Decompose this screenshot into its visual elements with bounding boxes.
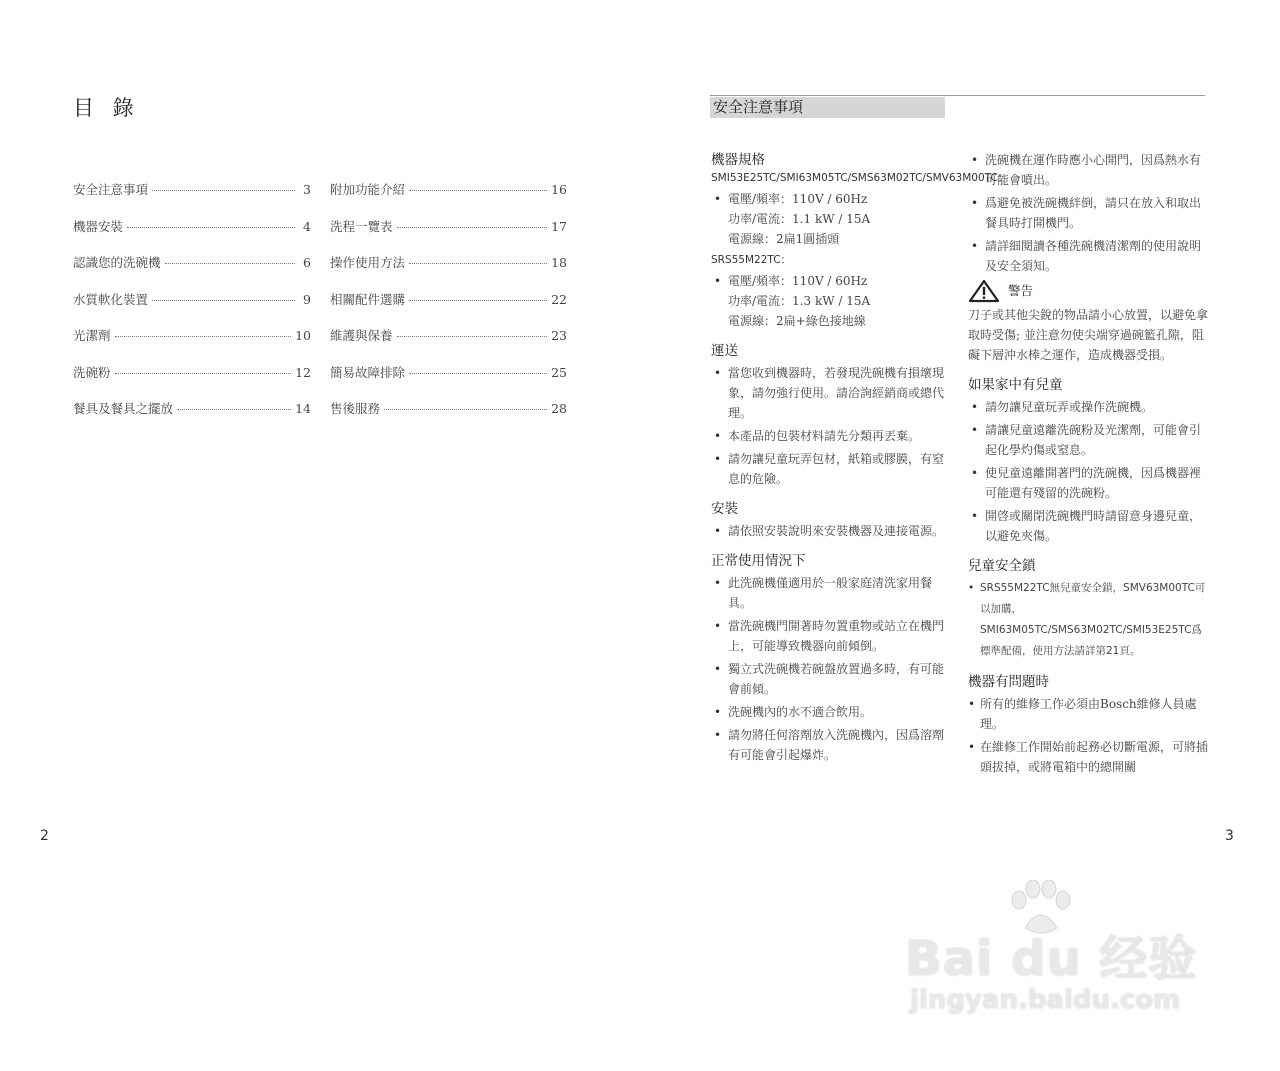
list-item: • 請讓兒童遠離洗碗粉及光潔劑，可能會引起化學灼傷或窒息。 xyxy=(968,420,1208,460)
spec-a-list xyxy=(711,189,951,249)
list-item: • 請勿讓兒童玩弄包材，紙箱或膠膜，有窒息的危險。 xyxy=(711,449,951,489)
list-item: • 洗碗機內的水不適合飲用。 xyxy=(711,702,951,722)
toc-page: 17 xyxy=(551,218,567,234)
header-rule xyxy=(710,95,1205,96)
toc-entry[interactable] xyxy=(73,399,311,436)
toc-label: 光潔劑 xyxy=(73,328,111,343)
toc-entry[interactable] xyxy=(330,399,567,436)
toc-page: 12 xyxy=(295,364,311,380)
specs-heading: 機器規格 xyxy=(711,152,765,168)
toc-page: 3 xyxy=(303,182,311,197)
child-lock-heading: 兒童安全鎖 xyxy=(968,558,1036,574)
list-item: • 請勿讓兒童玩弄或操作洗碗機。 xyxy=(968,397,1208,417)
list-item: • 請詳細閱讀各種洗碗機清潔劑的使用說明及安全須知。 xyxy=(968,236,1208,276)
list-item: • 所有的維修工作必須由Bosch維修人員處理。 xyxy=(968,694,1208,734)
problems-list xyxy=(968,694,1208,777)
toc-entry[interactable] xyxy=(330,180,567,217)
toc-label: 餐具及餐具之擺放 xyxy=(73,401,174,416)
page-number-left: 2 xyxy=(40,828,49,844)
toc-title: 目 錄 xyxy=(73,96,140,120)
toc-label: 機器安裝 xyxy=(73,218,124,234)
normal-use-heading: 正常使用情況下 xyxy=(711,553,806,569)
watermark-url: jingyan.baidu.com xyxy=(910,985,1181,1015)
toc-entry[interactable] xyxy=(330,326,567,363)
toc-column-left xyxy=(73,180,311,436)
toc-page: 22 xyxy=(551,291,567,307)
list-item: • 請勿將任何溶劑放入洗碗機內，因爲溶劑有可能會引起爆炸。 xyxy=(711,725,951,765)
problems-heading: 機器有問題時 xyxy=(968,674,1049,690)
toc-leader xyxy=(127,227,295,228)
toc-label: 洗程一覽表 xyxy=(330,218,393,234)
toc-leader xyxy=(397,336,548,337)
toc-leader xyxy=(409,263,547,264)
toc-entry[interactable] xyxy=(73,326,311,363)
toc-leader xyxy=(409,190,547,191)
spec-a-item xyxy=(711,189,951,249)
transport-heading: 運送 xyxy=(711,343,738,359)
toc-label: 水質軟化裝置 xyxy=(73,291,149,307)
toc-page: 23 xyxy=(551,328,567,343)
toc-leader xyxy=(115,373,292,374)
spec-line: • 電壓/頻率：110V / 60Hz xyxy=(728,274,868,288)
models-a: SMI53E25TC/SMI63M05TC/SMS63M02TC/SMV63M00TC： xyxy=(711,172,1009,184)
list-item: • 當您收到機器時，若發現洗碗機有損壞現象，請勿強行使用。請洽詢經銷商或總代理。 xyxy=(711,363,951,423)
toc-page: 4 xyxy=(303,218,311,234)
toc-leader xyxy=(409,373,547,374)
page-number-right: 3 xyxy=(1225,828,1234,844)
toc-label: 簡易故障排除 xyxy=(330,364,406,380)
toc-leader xyxy=(384,409,547,410)
toc-page: 16 xyxy=(551,182,567,197)
toc-leader xyxy=(152,300,295,301)
section-title: 安全注意事項 xyxy=(710,97,945,118)
toc-page: 25 xyxy=(551,364,567,380)
toc-label: 附加功能介紹 xyxy=(330,182,406,197)
watermark-brand: Bai du 经验 xyxy=(905,931,1198,987)
transport-list xyxy=(711,363,951,489)
toc-leader xyxy=(409,300,547,301)
warning-triangle-icon xyxy=(968,279,1000,303)
models-b: SRS55M22TC： xyxy=(711,254,792,266)
toc-label: 操作使用方法 xyxy=(330,255,406,270)
operation-list xyxy=(968,150,1208,276)
toc-page: 6 xyxy=(303,255,311,270)
toc-entry[interactable] xyxy=(330,253,567,290)
spec-line: • 電壓/頻率：110V / 60Hz xyxy=(728,192,868,206)
child-lock-list xyxy=(968,578,1208,662)
toc-page: 18 xyxy=(551,255,567,270)
toc-label: 安全注意事項 xyxy=(73,182,149,197)
warning-text: 刀子或其他尖銳的物品請小心放置，以避免拿取時受傷; 並注意勿使尖端穿過碗籃孔隙，阻礙下層沖水棒之運作，造成機器受損。 xyxy=(968,308,1209,362)
children-heading: 如果家中有兒童 xyxy=(968,377,1063,393)
toc-leader xyxy=(165,263,295,264)
warning-label: 警告 xyxy=(1008,283,1034,298)
toc-entry[interactable] xyxy=(330,217,567,254)
toc-entry[interactable] xyxy=(73,363,311,400)
toc-leader xyxy=(115,336,292,337)
list-item: • 當洗碗機門開著時勿置重物或站立在機門上，可能導致機器向前傾倒。 xyxy=(711,616,951,656)
toc-page: 9 xyxy=(303,291,311,307)
toc-label: 維護與保養 xyxy=(330,328,393,343)
toc-label: 洗碗粉 xyxy=(73,364,111,380)
list-item: • 爲避免被洗碗機絆倒，請只在放入和取出餐具時打開機門。 xyxy=(968,193,1208,233)
toc-page: 28 xyxy=(551,401,567,416)
toc-entry[interactable] xyxy=(73,217,311,254)
toc-label: 認識您的洗碗機 xyxy=(73,255,161,270)
list-item: • 在維修工作開始前起務必切斷電源，可將插頭拔掉，或將電箱中的總開關 xyxy=(968,737,1208,777)
toc-entry[interactable] xyxy=(73,180,311,217)
toc-page: 10 xyxy=(295,328,311,343)
toc-label: 售後服務 xyxy=(330,401,381,416)
warning-title xyxy=(968,279,1208,303)
toc-leader xyxy=(152,190,295,191)
toc-leader xyxy=(177,409,291,410)
children-list xyxy=(968,397,1208,546)
toc-entry[interactable] xyxy=(330,290,567,327)
content-column-right xyxy=(968,150,1208,780)
list-item: • 此洗碗機僅適用於一般家庭清洗家用餐具。 xyxy=(711,573,951,613)
spec-line: 功率/電流：1.1 kW / 15A xyxy=(728,212,871,226)
toc-column-right xyxy=(330,180,567,436)
spec-b-item xyxy=(711,271,951,331)
spec-line: 電源線：2扁1圓插頭 xyxy=(728,232,840,246)
install-heading: 安裝 xyxy=(711,501,738,517)
spec-line: 電源線：2扁+綠色接地線 xyxy=(728,314,866,328)
list-item: • 使兒童遠離開著門的洗碗機，因爲機器裡可能還有殘留的洗碗粉。 xyxy=(968,463,1208,503)
list-item: • 開啓或關閉洗碗機門時請留意身邊兒童，以避免夾傷。 xyxy=(968,506,1208,546)
toc-entry[interactable] xyxy=(330,363,567,400)
list-item: • 獨立式洗碗機若碗盤放置過多時，有可能會前傾。 xyxy=(711,659,951,699)
toc-entry[interactable] xyxy=(73,290,311,327)
spec-line: 功率/電流：1.3 kW / 15A xyxy=(728,294,871,308)
toc-page: 14 xyxy=(295,401,311,416)
list-item: • 請依照安裝說明來安裝機器及連接電源。 xyxy=(711,521,951,541)
toc-leader xyxy=(397,227,548,228)
list-item: • 本產品的包裝材料請先分類再丟棄。 xyxy=(711,426,951,446)
baidu-watermark xyxy=(905,880,1205,1020)
normal-use-list xyxy=(711,573,951,765)
toc-label: 相關配件選購 xyxy=(330,291,406,307)
spec-b-list xyxy=(711,271,951,331)
toc-entry[interactable] xyxy=(73,253,311,290)
install-list xyxy=(711,521,951,541)
list-item: • 洗碗機在運作時應小心開門，因爲熱水有可能會噴出。 xyxy=(968,150,1208,190)
list-item: • SRS55M22TC無兒童安全鎖，SMV63M00TC可以加購，SMI63M05TC/SMS63M02TC/SMI53E25TC爲標準配備，使用方法請詳第21頁。 xyxy=(968,578,1208,662)
